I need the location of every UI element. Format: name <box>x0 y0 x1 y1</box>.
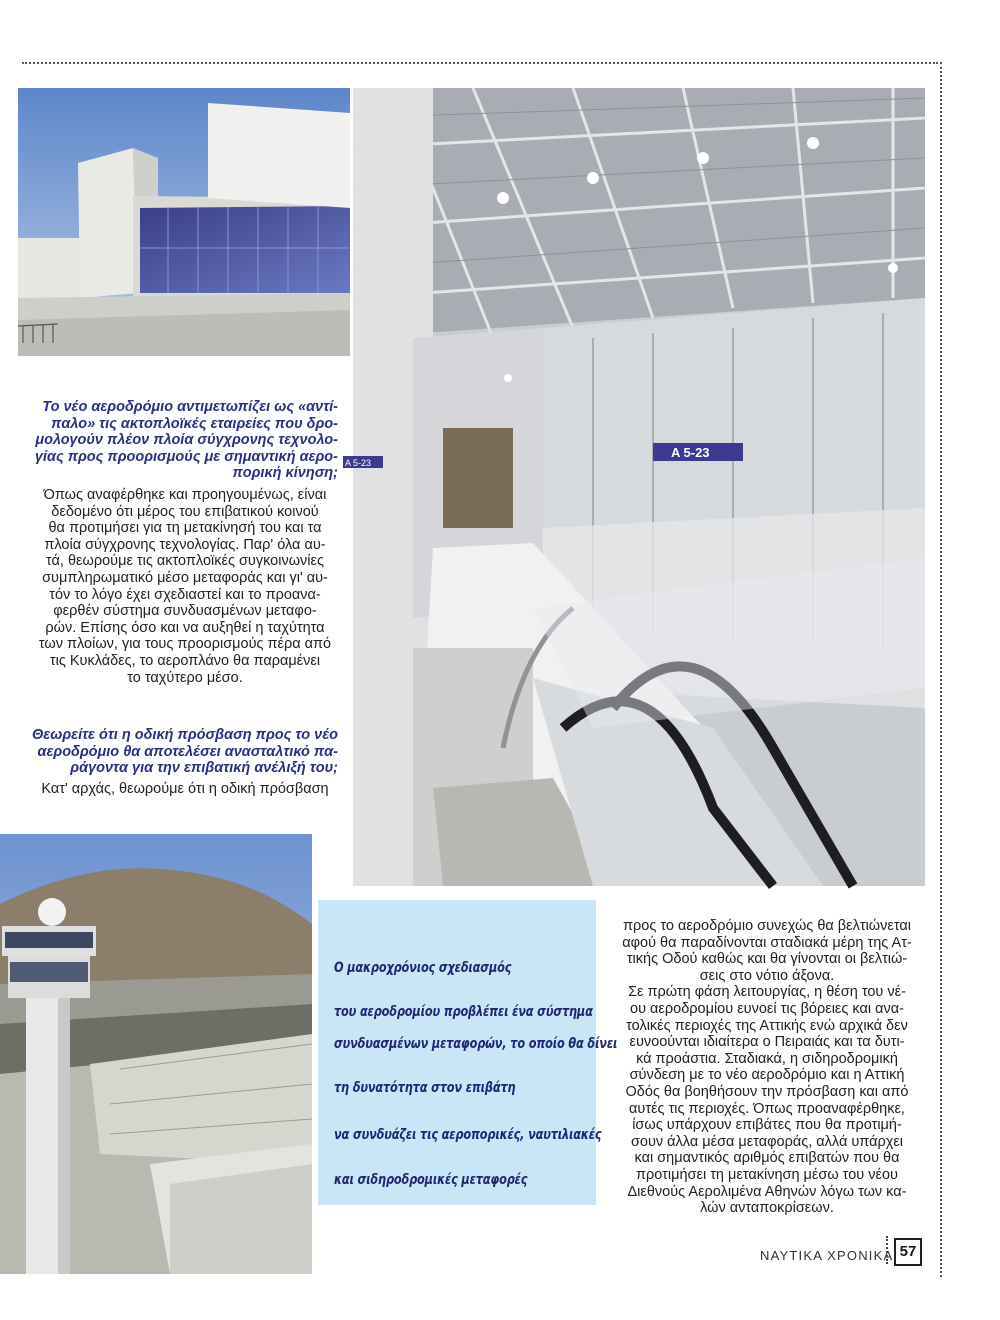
right-column-line: Οδός θα βοηθήσουν την πρόσβαση και από <box>625 1083 909 1100</box>
question-2-line: Θεωρείτε ότι η οδική πρόσβαση προς το νέο <box>32 727 338 743</box>
right-column-line: αφού θα παραδίνονται σταδιακά μέρη της Ατ- <box>622 934 912 951</box>
right-column-line: αυτές τις περιοχές. Όπως προαναφέρθηκε, <box>629 1100 905 1117</box>
right-column-line: ίσως υπάρχουν επιβάτες που θα προτιμή- <box>632 1117 902 1134</box>
answer-1-line: φερθέν σύστημα συνδυασμένων μεταφο- <box>53 603 317 620</box>
answer-1-line: δεδομένο ότι μέρος του επιβατικού κοινού <box>51 503 319 520</box>
right-column-text <box>606 918 928 1217</box>
question-2-line: ράγοντα για την επιβατική ανέλιξή του; <box>70 760 338 776</box>
right-column-line: ου αεροδρομίου ευνοεί τις βόρειες και ανα- <box>630 1000 904 1017</box>
right-column-line: Σε πρώτη φάση λειτουργίας, η θέση του νέ- <box>628 984 906 1001</box>
right-column-line: λών ανταποκρίσεων. <box>700 1200 834 1217</box>
answer-1-line: θα προτιμήσει για τη μετακίνησή του και τα <box>48 520 322 537</box>
question-2 <box>30 727 338 777</box>
right-column-line: τολικές περιοχές της Αττικής ενώ αρχικά δεν <box>626 1017 908 1034</box>
answer-1-line: ρών. Επίσης όσο και να αυξηθεί η ταχύτητα <box>45 619 325 636</box>
question-1-line: Το νέο αεροδρόμιο αντιμετωπίζει ως «αντί- <box>42 399 338 415</box>
pull-quote-line: να συνδυάζει τις αεροπορικές, ναυτιλιακές <box>334 1127 602 1143</box>
question-1 <box>30 399 338 482</box>
question-2-line: αεροδρόμιο θα αποτελέσει ανασταλτικό πα- <box>37 743 338 760</box>
pull-quote-line: του αεροδρομίου προβλέπει ένα σύστημα <box>334 1004 593 1020</box>
pull-quote-box <box>318 900 618 1205</box>
terminal-interior-photo <box>345 88 925 886</box>
question-1-line: παλο» τις ακτοπλοϊκές εταιρείες που δρο- <box>51 415 338 432</box>
right-column-line: σεις στο νότιο άξονα. <box>699 967 835 984</box>
magazine-name: ΝΑΥΤΙΚΑ ΧΡΟΝΙΚΑ <box>760 1248 894 1263</box>
right-dotted-rule <box>940 62 942 1277</box>
answer-1-line: τά, θεωρούμε τις ακτοπλοϊκές συγκοινωνίες <box>46 553 324 570</box>
right-column-line: Διεθνούς Αερολιμένα Αθηνών λόγω των κα- <box>627 1183 907 1200</box>
answer-1-line: των πλοίων, για τους προορισμούς πέρα από <box>38 636 332 653</box>
answer-1-line: Όπως αναφέρθηκε και προηγουμένως, είναι <box>43 487 327 503</box>
answer-1-line: τόν το λόγο έχει σχεδιαστεί και το προανα- <box>49 586 321 603</box>
page-footer <box>760 1236 940 1266</box>
top-dotted-rule <box>22 62 938 64</box>
right-column-line: κά προάστια. Σταδιακά, η σιδηροδρομική <box>636 1050 898 1067</box>
terminal-exterior-photo <box>18 88 350 356</box>
gate-sign-small: A 5-23 <box>345 458 372 468</box>
answer-2 <box>30 781 340 798</box>
pull-quote-line: Ο μακροχρόνιος σχεδιασμός <box>334 960 512 976</box>
pull-quote-line: και σιδηροδρομικές μεταφορές <box>334 1172 528 1188</box>
right-column-line: ευνοούνται ιδιαίτερα ο Πειραιάς και τα δυτι- <box>629 1034 905 1051</box>
right-column-line: σύνδεση με το νέο αεροδρόμιο και η Αττική <box>629 1067 905 1084</box>
answer-1-line: πλοία σύγχρονης τεχνολογίας. Παρ' όλα αυ- <box>44 536 326 553</box>
footer-divider <box>886 1236 888 1264</box>
answer-2-line: Κατ' αρχάς, θεωρούμε ότι η οδική πρόσβαση <box>41 781 329 797</box>
question-1-line: πορική κίνηση; <box>232 465 338 481</box>
question-1-line: γίας προς προορισμούς με σημαντική αερο- <box>34 448 338 465</box>
gate-sign: A 5-23 <box>671 445 710 460</box>
right-column-line: τικής Οδού καθώς και θα γίνονται οι βελτιώ- <box>626 951 908 968</box>
question-1-line: μολογούν πλέον πλοία σύγχρονης τεχνολο- <box>35 432 338 448</box>
answer-1-line: το ταχύτερο μέσο. <box>127 669 243 686</box>
page-number: 57 <box>894 1238 922 1266</box>
control-tower-photo <box>0 834 312 1274</box>
pull-quote-line: συνδυασμένων μεταφορών, το οποίο θα δίνει <box>334 1036 618 1052</box>
right-column-line: προτιμήσει τη μετακίνηση μέσω του νέου <box>636 1166 898 1183</box>
answer-1-line: τις Κυκλάδες, το αεροπλάνο θα παραμένει <box>49 652 321 669</box>
pull-quote-line: τη δυνατότητα στον επιβάτη <box>334 1080 516 1096</box>
right-column-line: σουν άλλα μέσα μεταφοράς, αλλά υπάρχει <box>630 1133 904 1150</box>
right-column-line: και σημαντικός αριθμός επιβατών που θα <box>634 1150 900 1167</box>
right-column-line: προς το αεροδρόμιο συνεχώς θα βελτιώνεται <box>623 918 911 934</box>
answer-1-line: συμπληρωματικό μέσο μεταφοράς και γι' αυ- <box>42 569 328 586</box>
answer-1 <box>30 487 340 686</box>
